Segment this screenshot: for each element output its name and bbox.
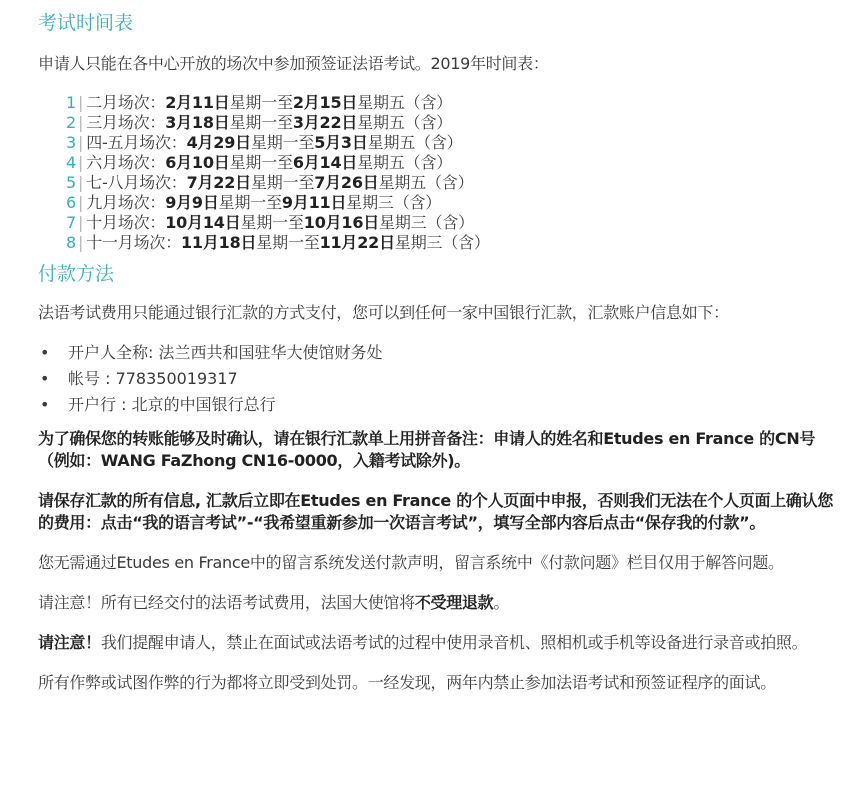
session-end-date: 11月22日 (319, 233, 395, 252)
session-end-weekday: 星期三 (394, 233, 443, 252)
list-item (38, 366, 846, 392)
session-separator: | (77, 93, 84, 112)
session-start-date: 2月11日 (165, 93, 230, 112)
payment-heading: 付款方法 (38, 263, 115, 285)
session-name: 十月场次： (86, 213, 166, 232)
session-name: 三月场次： (86, 113, 166, 132)
session-separator: | (77, 173, 84, 192)
session-end-date: 10月16日 (303, 213, 380, 232)
session-inclusive: （含） (393, 193, 442, 212)
session-end-date: 7月26日 (314, 173, 379, 192)
list-item (66, 233, 846, 253)
session-end-weekday: 星期五 (378, 173, 426, 192)
session-number: 4 (66, 153, 76, 172)
session-end-date: 3月22日 (292, 113, 358, 132)
account-number: 帐号 : 778350019317 (68, 369, 238, 388)
list-item (66, 93, 846, 113)
session-end-weekday: 星期三 (379, 213, 427, 232)
account-holder: 开户人全称: 法兰西共和国驻华大使馆财务处 (68, 343, 383, 362)
list-item (66, 153, 846, 173)
bullet-icon: • (40, 395, 50, 414)
session-separator: | (77, 233, 84, 252)
session-start-date: 7月22日 (186, 173, 251, 192)
recording-note (38, 632, 846, 654)
session-inclusive: （含） (415, 133, 463, 152)
session-start-weekday: 星期一 (229, 93, 278, 112)
bullet-icon: • (40, 343, 50, 362)
session-end-weekday: 星期五 (357, 153, 405, 172)
session-start-date: 10月14日 (165, 213, 241, 232)
session-separator: | (77, 193, 84, 212)
refund-note-emphasis: 不受理退款 (414, 593, 494, 612)
session-name: 十一月场次： (86, 233, 181, 252)
session-start-weekday: 星期一 (256, 233, 304, 252)
keep-info-note: 请保存汇款的所有信息, 汇款后立即在Etudes en France 的个人页面中申报，否则我们无法在个人页面上确认您的费用：点击“我的语言考试”-“我希望重新参加一次语言考试”，填写全部内容后点击“保存我的付款”。 (38, 491, 834, 532)
cheating-note: 所有作弊或试图作弊的行为都将立即受到处罚。一经发现，两年内禁止参加法语考试和预签证程序的面试。 (38, 673, 776, 692)
session-start-weekday: 星期一 (229, 113, 278, 132)
refund-note (38, 592, 846, 614)
session-name: 四-五月场次： (86, 133, 187, 152)
account-info-list (38, 340, 846, 418)
session-name: 七-八月场次： (86, 173, 187, 192)
session-list (38, 93, 846, 253)
session-inclusive: （含） (404, 93, 453, 112)
list-item (66, 173, 846, 193)
session-number: 1 (66, 93, 76, 112)
refund-note-prefix: 请注意！所有已经交付的法语考试费用，法国大使馆将 (38, 593, 415, 612)
schedule-intro: 申请人只能在各中心开放的场次中参加预签证法语考试。2019年时间表： (38, 54, 549, 73)
session-to: 至 (277, 113, 293, 132)
list-item (38, 392, 846, 418)
session-end-weekday: 星期五 (357, 93, 405, 112)
session-inclusive: （含） (404, 113, 453, 132)
session-end-date: 5月3日 (314, 133, 368, 152)
list-item (38, 340, 846, 366)
session-to: 至 (287, 213, 304, 232)
bullet-icon: • (40, 369, 50, 388)
payment-intro: 法语考试费用只能通过银行汇款的方式支付，您可以到任何一家中国银行汇款，汇款账户信息如下： (38, 303, 729, 322)
recording-note-text: 我们提醒申请人，禁止在面试或法语考试的过程中使用录音机、照相机或手机等设备进行录音或拍照。 (100, 633, 808, 652)
session-start-date: 11月18日 (181, 233, 257, 252)
session-number: 7 (66, 213, 76, 232)
session-to: 至 (277, 153, 293, 172)
session-number: 2 (66, 113, 76, 132)
session-name: 九月场次： (86, 193, 166, 212)
list-item (66, 133, 846, 153)
session-separator: | (77, 153, 84, 172)
list-item (66, 193, 846, 213)
session-to: 至 (298, 173, 315, 192)
list-item (66, 213, 846, 233)
session-to: 至 (298, 133, 315, 152)
session-start-weekday: 星期一 (229, 153, 278, 172)
session-start-weekday: 星期一 (240, 213, 288, 232)
session-separator: | (77, 113, 84, 132)
session-inclusive: （含） (442, 233, 490, 252)
session-end-date: 9月11日 (281, 193, 347, 212)
session-number: 3 (66, 133, 76, 152)
schedule-heading: 考试时间表 (38, 12, 134, 34)
transfer-note: 为了确保您的转账能够及时确认，请在银行汇款单上用拼音备注：申请人的姓名和Etudes en France 的CN号（例如：WANG FaZhong CN16-0000，入籍考试除外)。 (38, 429, 816, 470)
list-item (66, 113, 846, 133)
session-start-weekday: 星期一 (250, 173, 299, 192)
session-to: 至 (303, 233, 320, 252)
recording-note-emphasis: 请注意！ (38, 633, 101, 652)
session-start-weekday: 星期一 (218, 193, 267, 212)
session-start-date: 9月9日 (165, 193, 219, 212)
session-to: 至 (266, 193, 282, 212)
session-start-date: 3月18日 (165, 113, 230, 132)
session-to: 至 (277, 93, 293, 112)
session-number: 8 (66, 233, 76, 252)
session-separator: | (77, 213, 84, 232)
session-start-weekday: 星期一 (250, 133, 299, 152)
session-name: 六月场次： (86, 153, 166, 172)
session-start-date: 4月29日 (186, 133, 251, 152)
refund-note-suffix: 。 (493, 593, 510, 612)
session-end-date: 6月14日 (292, 153, 358, 172)
session-end-weekday: 星期五 (357, 113, 405, 132)
account-bank: 开户行 : 北京的中国银行总行 (68, 395, 276, 414)
session-inclusive: （含） (426, 173, 474, 192)
session-name: 二月场次： (86, 93, 166, 112)
message-system-note: 您无需通过Etudes en France中的留言系统发送付款声明，留言系统中《付款问题》栏目仅用于解答问题。 (38, 553, 784, 572)
session-number: 5 (66, 173, 76, 192)
session-end-weekday: 星期三 (346, 193, 394, 212)
session-number: 6 (66, 193, 76, 212)
session-separator: | (77, 133, 84, 152)
session-end-weekday: 星期五 (367, 133, 416, 152)
session-inclusive: （含） (426, 213, 474, 232)
session-end-date: 2月15日 (292, 93, 358, 112)
session-inclusive: （含） (404, 153, 453, 172)
session-start-date: 6月10日 (165, 153, 230, 172)
